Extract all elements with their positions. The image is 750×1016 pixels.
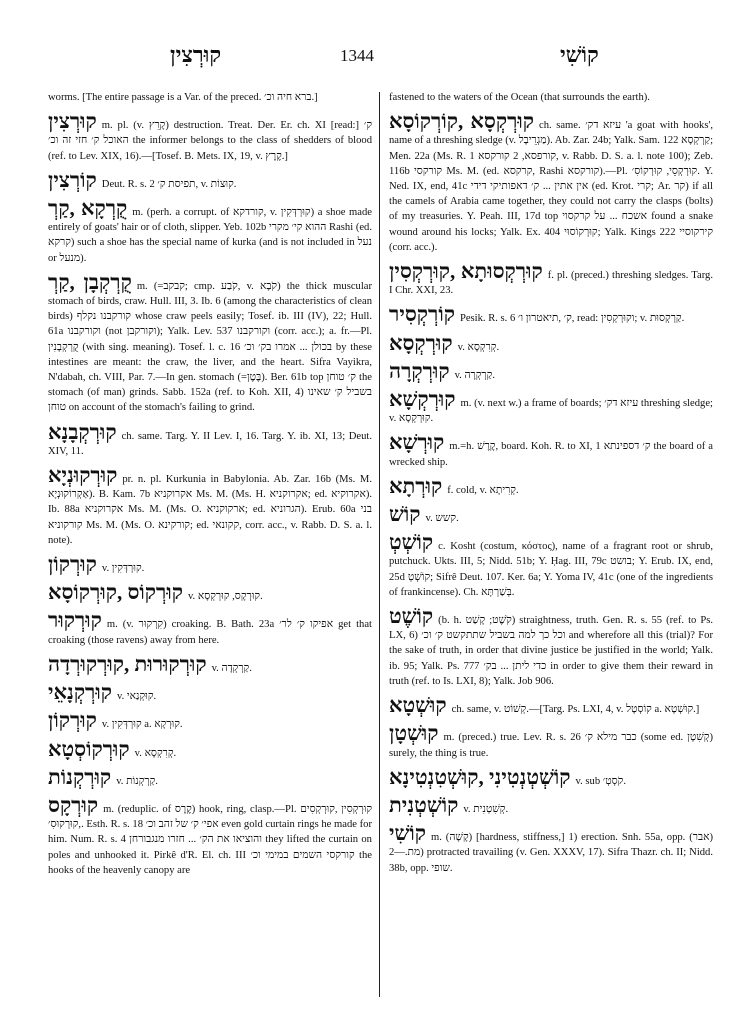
dictionary-entry	[389, 475, 713, 498]
dictionary-entry	[389, 694, 713, 717]
entry-headword: קוֹרְקְסִיר	[389, 302, 455, 327]
entry-headword: קוּרְשָׁא	[389, 430, 445, 455]
entry-headword: קוֹשִׁי	[389, 821, 426, 846]
column-divider	[379, 92, 380, 997]
entry-headword: קוֹשְׁטְ	[389, 530, 434, 555]
entry-text: Pesik. R. s. 6 ק׳ ,תיאטרון ו׳, read: וקוּרְקְסִין; v. קַרְקְסוּת.	[459, 313, 685, 325]
entry-text: fastened to the waters of the Ocean (that surrounds the earth).	[389, 92, 650, 103]
entry-text: m. (preced.) true. Lev. R. s. 26 כבר מילא ק׳ (some ed. קְשִׁטָן) surely, the thing is true.	[389, 732, 713, 759]
entry-headword: קוּרְקָס	[48, 792, 99, 817]
dictionary-entry	[389, 303, 713, 326]
entry-headword: קוּרְקוֹס ,קוּרְקוֹסָא	[48, 580, 183, 605]
entry-headword: קֻרְקָא ,קַרְ	[48, 196, 128, 221]
dictionary-entry	[389, 503, 713, 526]
dictionary-entry	[48, 581, 372, 604]
dictionary-entry	[48, 609, 372, 647]
entry-text: v. קְשִׁטְנִית.	[463, 803, 509, 815]
dictionary-entry	[48, 766, 372, 789]
entry-headword: קוּרְקְשָׁא	[389, 387, 456, 412]
entry-text: m. (v. קִרְקוּר) croaking. B. Bath. 23a אפיקו ק׳ לר׳ get that croaking (those ravens) away from here.	[48, 619, 372, 646]
dictionary-entry	[389, 431, 713, 469]
dictionary-entry	[389, 605, 713, 689]
entry-text: m.=h. קֶרֶשׁ, board. Koh. R. to XI, 1 ק׳ דספינתא the board of a wrecked ship.	[389, 441, 713, 468]
entry-text: v. קְרִקְסָא.	[457, 341, 500, 353]
dictionary-entry	[48, 197, 372, 266]
dictionary-entry	[48, 553, 372, 576]
dictionary-entry	[48, 90, 372, 105]
entry-text: (b. h. קֹשֶׁט; קָשַׁט) straightness, truth. Gen. R. s. 55 (ref. to Ps. LX, 6) וכל כך למה בשביל שתתקשט ק׳ וכ׳ and wherefore all this (trial)? For the sake of truth, in order that divine justice be justified in the world; Yalk. ib. 95; Yalk. Ps. 777 כדי ליתן ... בק׳ in order to give them their reward in truth (ref. to Is. LXI, 8); Yalk. Job 906.	[389, 615, 713, 687]
dictionary-entry	[389, 766, 713, 789]
entry-text: v. קוּקְנַאי.	[116, 691, 157, 703]
entry-text: Deut. R. s. 2 תפיסת ק׳, v. קוּצוֹת.	[101, 178, 237, 190]
entry-text: v. קוּרְדְּקִין a. קוּרְקָא.	[101, 719, 183, 731]
entry-headword: קוּרְקְסָא ,קוֹרְקוֹסָא	[389, 109, 534, 134]
entry-headword: קוּרְקוֹן	[48, 708, 97, 733]
dictionary-entry	[48, 464, 372, 548]
dictionary-entry	[389, 722, 713, 760]
entry-text: v. קְרִקְסָא.	[134, 747, 177, 759]
header-right-headword: קוֹשִׁי	[560, 42, 599, 67]
entry-text: m. (perh. a corrupt. of קורדקא, v. קוּרְדְּקִין) a shoe made entirely of goats' hair or of cloth, slipper. Yeb. 102b ההוא קי׳ מקרי Rashi (ed. קרקא) such a shoe has the special name of kurka (and is not included in נעל or מנעל).	[48, 207, 372, 264]
dictionary-entry	[389, 332, 713, 355]
entry-headword: קוּרְתָא	[389, 473, 443, 498]
entry-headword: קוּרְקְנָאֵי	[48, 680, 112, 705]
dictionary-entry	[389, 90, 713, 105]
entry-text: ch. same. עיזא דק׳ 'a goat with hooks', name of a threshing sledge (v. מַגְרֵיבָל). Ab. Zar. 24b; Yalk. Sam. 122 קַרְקְסָא; Men. 22a (Ms. R. 1 קורפסא, 2 קורקסא, v. Rabb. D. S. a. l. note 100); Zeb. 116b קורקסי Ms. M. (ed. קרקסא, Rashi קורקסא).—Pl. קוּרְקְסֵי, קוּרְקוֹסִ׳. Y. Ned. IX, end, 41c אין אתין ... ק׳ דאפותיקי דידי (ed. Krot. קרי; Ar. קר) if all the camels of Arabia came together, they could not carry the clasps (bolts) of my treasuries. Y. Peah. III, 17d top אשכח ... על קרקסוי found a snake wound around his locks; Yalk. Ex. 404 קוּרְקוֹסוּי; Yalk. Kings 222 קירקוסיי (corr. acc.).	[389, 120, 713, 253]
entry-text: v. קַרְקְדָה.	[211, 662, 252, 674]
entry-headword: קוּרְקְרָה	[389, 358, 450, 383]
entry-headword: קוּרְקְנוֹת	[48, 764, 112, 789]
page-header	[0, 38, 750, 74]
entry-text: m. pl. (v. קָרֵץ) destruction. Treat. Der. Er. ch. XI [read:] ק׳ האוכל ק׳ חזי זה וכ׳ the informer belongs to the class of shedders of blood (ref. to Lev. XIX, 16).—[Tosef. B. Mets. IX, 19, v. קֶרֶץ.]	[48, 120, 372, 162]
entry-text: v. sub קֹסְטְ׳.	[575, 775, 626, 787]
entry-headword: קוּשְׁטָן	[389, 721, 439, 746]
entry-text: m. (=קבקב; cmp. קֹבַע, v. קֹבָא) the thick muscular stomach of birds, craw. Hull. III, 3. Ib. 6 (among the characteristics of clean birds) קורקבנו נקלף whose craw peels easily; Tosef. ib. III (IV), 22; Hull. 61a וקורקבנו (not וקורקבן); Yalk. Lev. 537 וקורקבנו (corr. acc.); a. fr.—Pl. קֻרְקְבָנִין (with sing. meaning). Tosef. l. c. 16 בכולן ... אמרו בק׳ וכ׳ by these intestines are meant: the craw, the liver, and the heart. Sifra Vayikra, N'dabah, ch. VIII, Par. 7.—In gen. stomach (=בֶּטֶן). Ber. 61b top ק׳ טוחן the stomach (of man) grinds. Sabb. 152a (ref. to Koh. XII, 4) בשביל ק׳ שאינו טוחן on account of the stomach's failing to grind.	[48, 280, 372, 414]
entry-headword: קוּרְקוּרוּת ,קוּרְקוּרְדָה	[48, 651, 207, 676]
dictionary-entry	[48, 271, 372, 416]
dictionary-entry	[48, 709, 372, 732]
entry-text: m. (v. next w.) a frame of boards; עיזא דק׳ threshing sledge; v. קוּרְקְסָא.	[389, 398, 713, 425]
entry-text: ch. same. Targ. Y. II Lev. I, 16. Targ. Y. ib. XI, 13; Deut. XIV, 11.	[48, 430, 372, 457]
entry-headword: קוּרְקוּנְיָא	[48, 463, 118, 488]
entry-text: m. (reduplic. of קֶרֶס) hook, ring, clasp.—Pl. קוּרְקְסִין ,קוּרְקְסִים ,קוּרְקוּסִ׳. Esth. R. s. 18 אפי׳ ק׳ של זהב וכ׳ even gold curtain rings he made for him. Num. R. s. 4 והוציאו את הק׳ ... חזרו מנגבורחן they lifted the curtain on poles and unhooked it. Pirkê d'R. El. ch. III קורקסי השמים במימי וכ׳ the hooks of the heavenly canopy are	[48, 803, 372, 876]
entry-headword: קוֹשְׁטְנִית	[389, 792, 459, 817]
entry-text: v. קַרְקְרָה.	[454, 369, 495, 381]
entry-text: v. קוּרְדְּקִין.	[101, 563, 145, 575]
entry-headword: קוּרְקוּר	[48, 608, 102, 633]
dictionary-entry	[48, 794, 372, 878]
dictionary-entry	[389, 388, 713, 426]
entry-headword: קוֹשֶׁט	[389, 604, 434, 629]
entry-text: v. קשש.	[425, 513, 459, 525]
entry-headword: קוּרְקוֹסְטָא	[48, 736, 130, 761]
dictionary-entry	[48, 681, 372, 704]
entry-headword: קוֹרְצִין	[48, 167, 97, 192]
dictionary-entry	[389, 260, 713, 298]
dictionary-entry	[389, 360, 713, 383]
entry-headword: קוֹשׁ	[389, 502, 421, 527]
dictionary-entry	[48, 110, 372, 164]
entry-headword: קוּרְקוֹן	[48, 552, 97, 577]
dictionary-entry	[389, 794, 713, 817]
entry-text: v. קַרְקְנוֹת.	[116, 775, 158, 787]
dictionary-entry	[48, 738, 372, 761]
entry-headword: קוּרְקְסָא	[389, 330, 453, 355]
entry-text: pr. n. pl. Kurkunia in Babylonia. Ab. Zar. 16b (Ms. M. אַקְרוֹקוּנְיָא). B. Kam. 7b אקרוקניא Ms. M. (Ms. H. אקרוקניא; ed. אקרוקיא). Ib. 88a אקרוקניא Ms. M. (Ms. O. ארקוקניא; ed. הגרוניא). Erub. 60a בני קורקוניא Ms. M. (Ms. O. קורקינא; ed. קקונאי, corr. acc., v. Rabb. D. S. a. l. note).	[48, 474, 372, 546]
entry-text: v. קוּרְקָס, קוּרְקְסָא.	[187, 591, 263, 603]
entry-text: f. pl. (preced.) threshing sledges. Targ. I Chr. XXI, 23.	[389, 270, 713, 297]
right-column	[389, 90, 713, 1002]
dictionary-entry	[48, 169, 372, 192]
dictionary-entry	[48, 421, 372, 459]
dictionary-entry	[389, 110, 713, 255]
entry-headword: קוּרְצִין	[48, 109, 97, 134]
entry-headword: קוּרְקְסוּתָא ,קוּרְקְסִין	[389, 259, 543, 284]
entry-headword: קוֹשְׁטְנְטִינִי ,קוּשְׁטִנְטִינָא	[389, 764, 571, 789]
entry-text: worms. [The entire passage is a Var. of the preced. ברא חיה וכ׳.]	[48, 92, 318, 103]
dictionary-entry	[48, 653, 372, 676]
dictionary-entry	[389, 531, 713, 600]
left-column	[48, 90, 372, 1002]
entry-text: c. Kosht (costum, κόστος), name of a fragrant root or shrub, putchuck. Ukts. III, 5; Nidd. 51b; Y. Ḥag. III, 79c בושט; Y. Erub. IX, end, 25d קוֹשְׁטְ; Sifrê Deut. 107. Ker. 6a; Y. Yoma IV, 41c (one of the ingredients of frankincense). Ch. בְּשַׁרְתָּא.	[389, 541, 713, 598]
entry-headword: קֻרְקְבָן ,קַרְ	[48, 269, 132, 294]
dictionary-entry	[389, 822, 713, 876]
entry-text: f. cold, v. קְרִיתָא.	[447, 484, 519, 496]
entry-text: m. (קָשָׁה) [hardness, stiffness,] 1) erection. Snh. 55a, opp. (אבר) מת.—2) protracted travailing (v. Gen. XXXV, 17). Sifra Thazr. ch. II; Nidd. 38b, opp. שופי.	[389, 832, 713, 874]
entry-headword: קוּרְקְבָנָא	[48, 419, 117, 444]
entry-text: ch. same, v. קְשׁוֹט.—[Targ. Ps. LXI, 4, v. קוֹסְטָל a. קוּשְׁטָא.]	[451, 704, 700, 716]
entry-headword: קוּשְׁטָא	[389, 693, 447, 718]
page-number: 1344	[340, 46, 374, 65]
header-left-headword: קוּרְצִין	[170, 42, 222, 67]
